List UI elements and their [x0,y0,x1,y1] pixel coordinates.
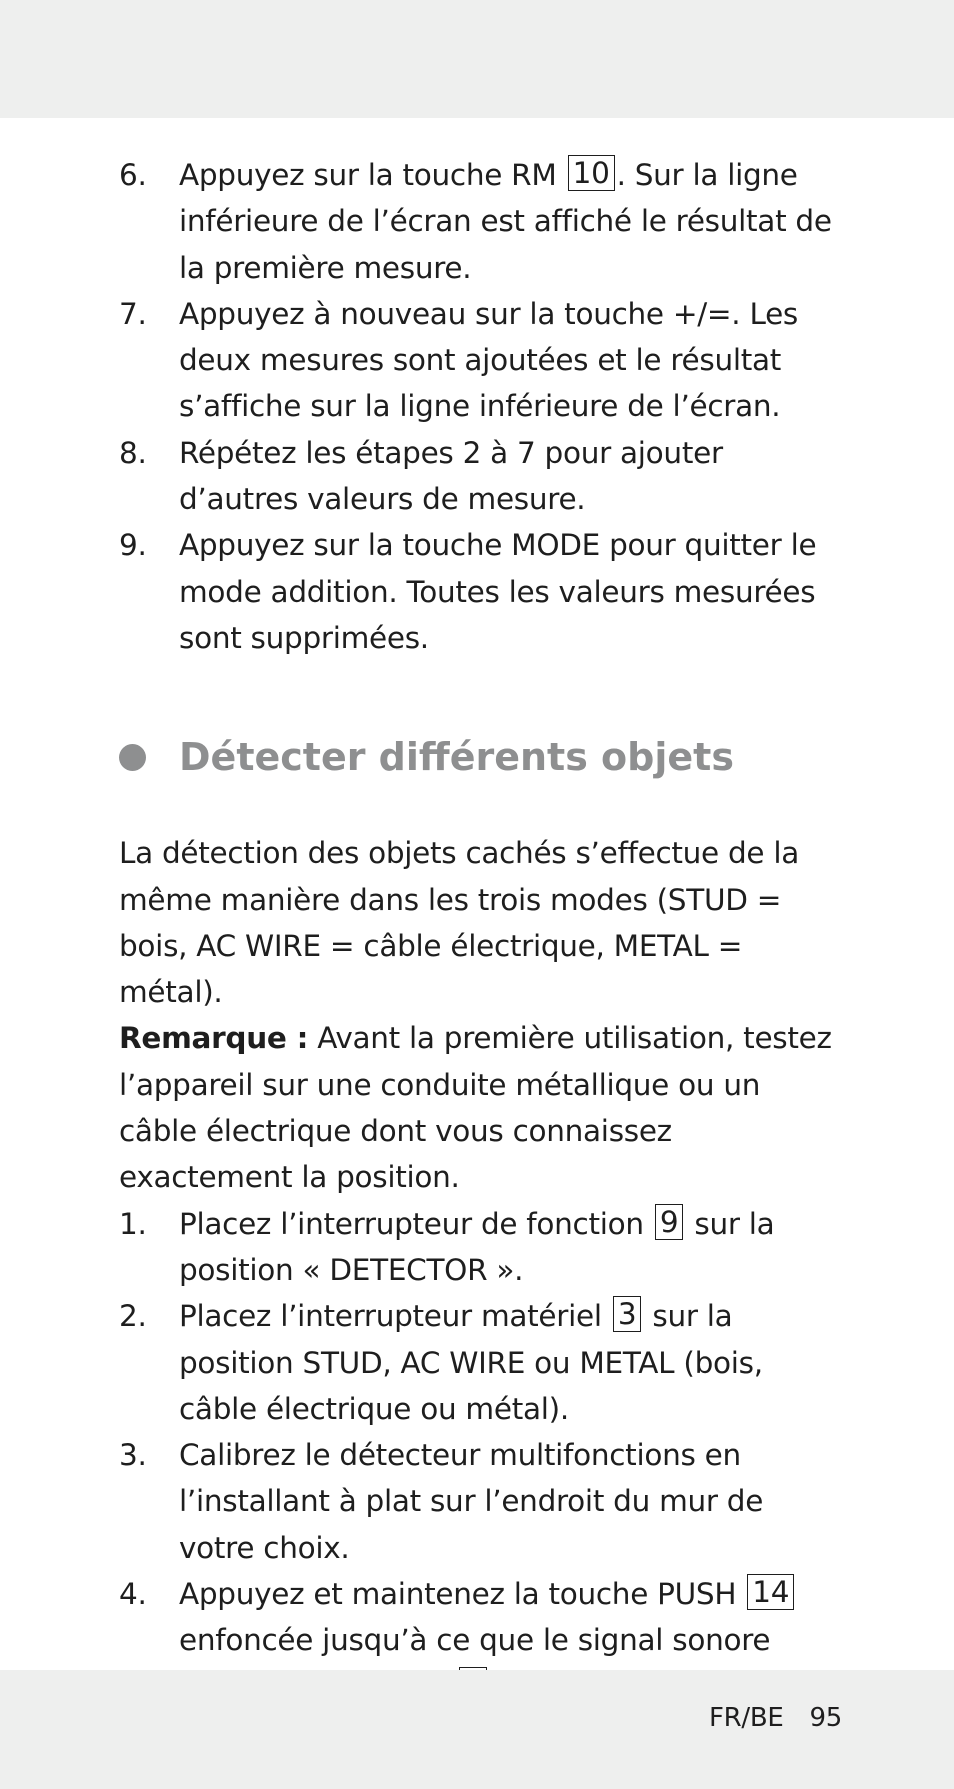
step-text: Appuyez sur la touche RM [179,158,566,192]
list-item [119,291,839,430]
step-text: Placez l’interrupteur matériel [179,1299,611,1334]
step-number: 6. [119,158,147,192]
list-item [119,1293,839,1432]
list-item [119,430,839,523]
page-content [119,152,839,1710]
step-number: 7. [119,296,147,331]
step-number: 3. [119,1438,147,1473]
list-item [119,1432,839,1571]
list-item [119,152,839,291]
section-heading [119,731,839,783]
section-title: Détecter différents objets [179,735,734,780]
reference-box: 3 [613,1296,641,1332]
step-text: sur la position « DETECTOR ». [179,1206,775,1287]
step-number: 9. [119,528,147,563]
intro-text: La détection des objets cachés s’effectue de la même manière dans les trois modes (STUD = bois, AC WIRE = câble électrique, METAL = métal). [119,836,800,1010]
page-number: 95 [809,1703,842,1733]
note-label: Remarque : [119,1021,309,1056]
step-text: Placez l’interrupteur de fonction [179,1206,653,1241]
reference-box: 9 [655,1204,683,1240]
note-text: Avant la première utilisation, testez l’appareil sur une conduite métallique ou un câble électrique dont vous connaissez exactement la position. [119,1021,832,1195]
note-paragraph [119,1015,839,1200]
step-text: Appuyez et maintenez la touche PUSH [179,1577,746,1612]
step-number: 8. [119,435,147,470]
list-item [119,522,839,661]
list-item [119,1201,839,1294]
reference-box: 10 [568,155,615,191]
steps-list-bottom [119,1201,839,1710]
page-footer [709,1700,842,1736]
intro-paragraph [119,830,839,1015]
step-text: . Sur la ligne inférieure de l’écran est affiché le résultat de la première mesure. [179,158,832,285]
step-text: Appuyez sur la touche MODE pour quitter le mode addition. Toutes les valeurs mesurées sont supprimées. [179,528,817,655]
step-text: Appuyez à nouveau sur la touche +/=. Les deux mesures sont ajoutées et le résultat s’affiche sur la ligne inférieure de l’écran. [179,296,798,424]
footer-locale: FR/BE [708,1703,784,1733]
step-text: Calibrez le détecteur multifonctions en l’installant à plat sur l’endroit du mur de votre choix. [179,1438,764,1565]
step-number: 1. [119,1206,147,1241]
step-number: 4. [119,1577,147,1612]
bullet-icon [119,744,146,771]
step-text: enfoncée jusqu’à ce que le signal sonore [179,1623,771,1658]
steps-list-top [119,152,839,661]
header-band [0,0,954,118]
reference-box: 14 [747,1574,794,1610]
step-number: 2. [119,1299,147,1334]
step-text: Répétez les étapes 2 à 7 pour ajouter d’autres valeurs de mesure. [179,435,723,517]
step-text: sur la position STUD, AC WIRE ou METAL (bois, câble électrique ou métal). [179,1299,763,1426]
